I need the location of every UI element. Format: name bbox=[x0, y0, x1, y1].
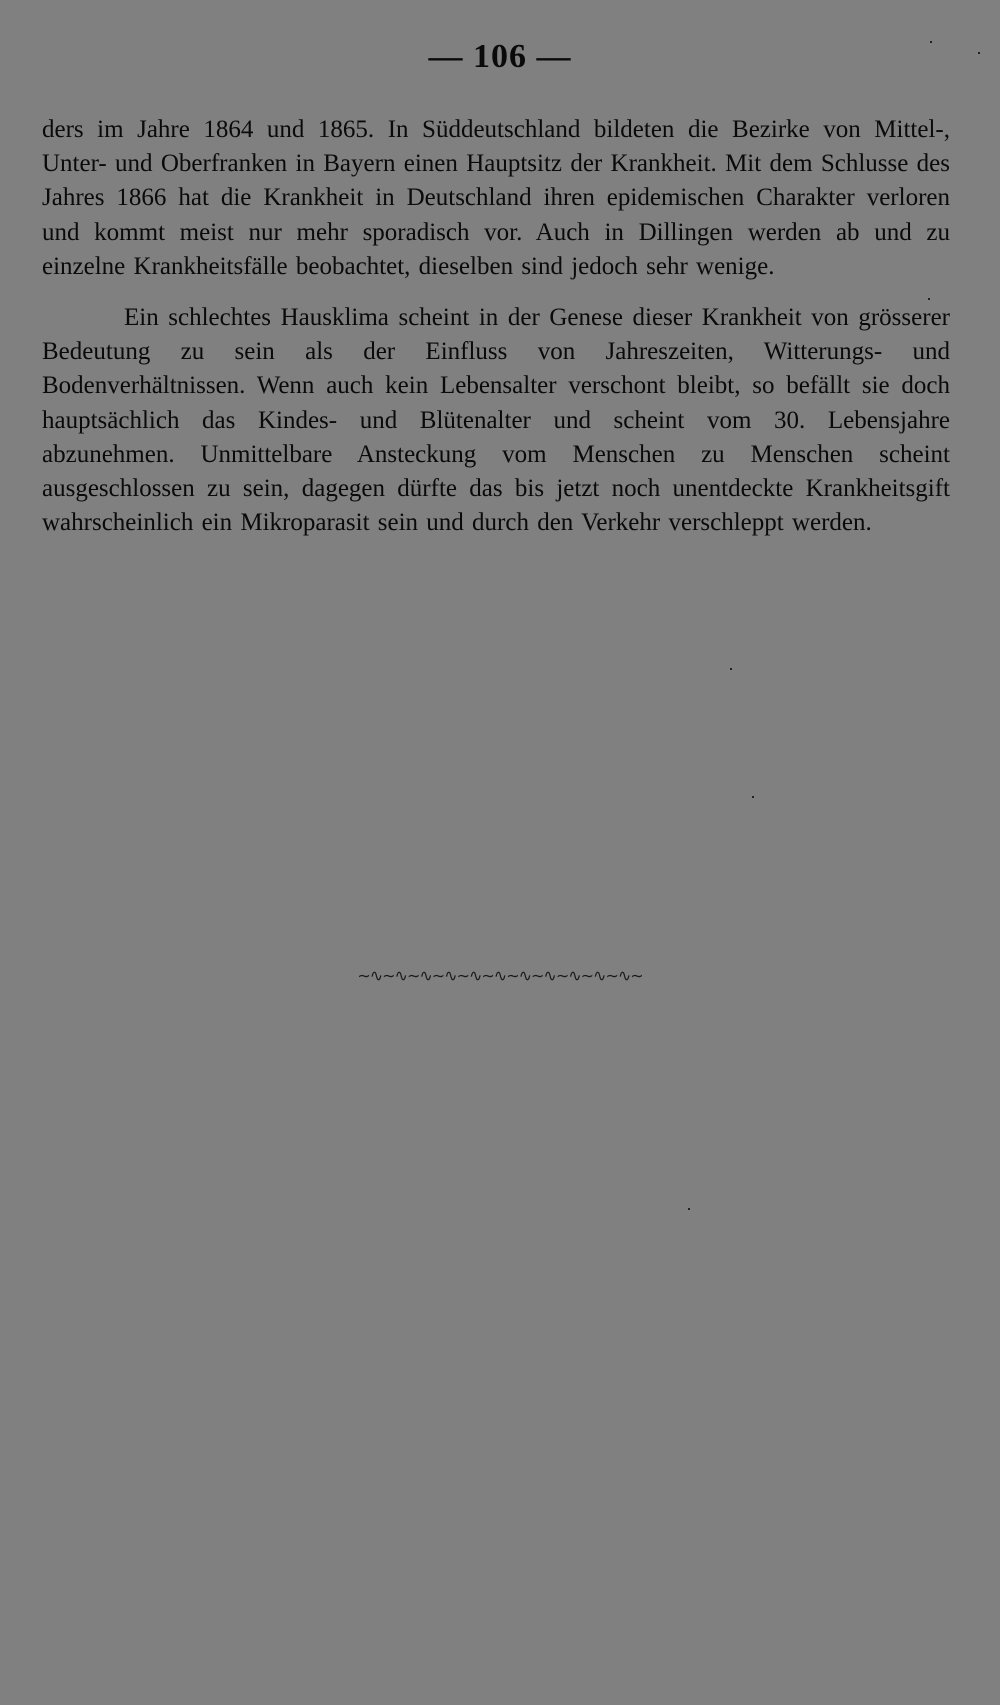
scan-speck bbox=[978, 52, 980, 54]
scan-speck bbox=[930, 41, 932, 43]
page-number: — 106 — bbox=[428, 38, 572, 75]
scan-speck bbox=[688, 1208, 690, 1210]
scan-speck bbox=[752, 796, 754, 798]
paragraph-2: Ein schlechtes Hausklima scheint in der Genese dieser Krankheit von grösserer Bedeutung zu sein als der Einfluss von Jahreszeiten, Witterungs- und Bodenverhältnissen. Wenn auch kein Lebensalter verschont bleibt, so befällt sie doch hauptsächlich das Kindes- und Blütenalter und scheint vom 30. Lebensjahre abzunehmen. Unmittelbare Ansteckung vom Menschen zu Menschen scheint ausgeschlossen zu sein, dagegen dürfte das bis jetzt noch unentdeckte Krankheitsgift wahrscheinlich ein Mikroparasit sein und durch den Verkehr verschleppt werden. bbox=[42, 304, 950, 537]
end-ornament: ∼∿∼∿∼∿∼∿∼∿∼∿∼∿∼∿∼∿∼∿∼∿∼ bbox=[357, 966, 643, 985]
scan-speck bbox=[928, 298, 930, 300]
body-text bbox=[42, 113, 950, 540]
scan-speck bbox=[730, 668, 732, 670]
paragraph-1: ders im Jahre 1864 und 1865. In Süddeutschland bildeten die Bezirke von Mittel-, Unter- und Oberfranken in Bayern einen Hauptsitz der Krankheit. Mit dem Schlusse des Jahres 1866 hat die Krankheit in Deutschland ihren epidemischen Charakter verloren und kommt meist nur mehr sporadisch vor. Auch in Dillingen werden ab und zu einzelne Krankheitsfälle beobachtet, dieselben sind jedoch sehr wenige. bbox=[42, 116, 950, 280]
